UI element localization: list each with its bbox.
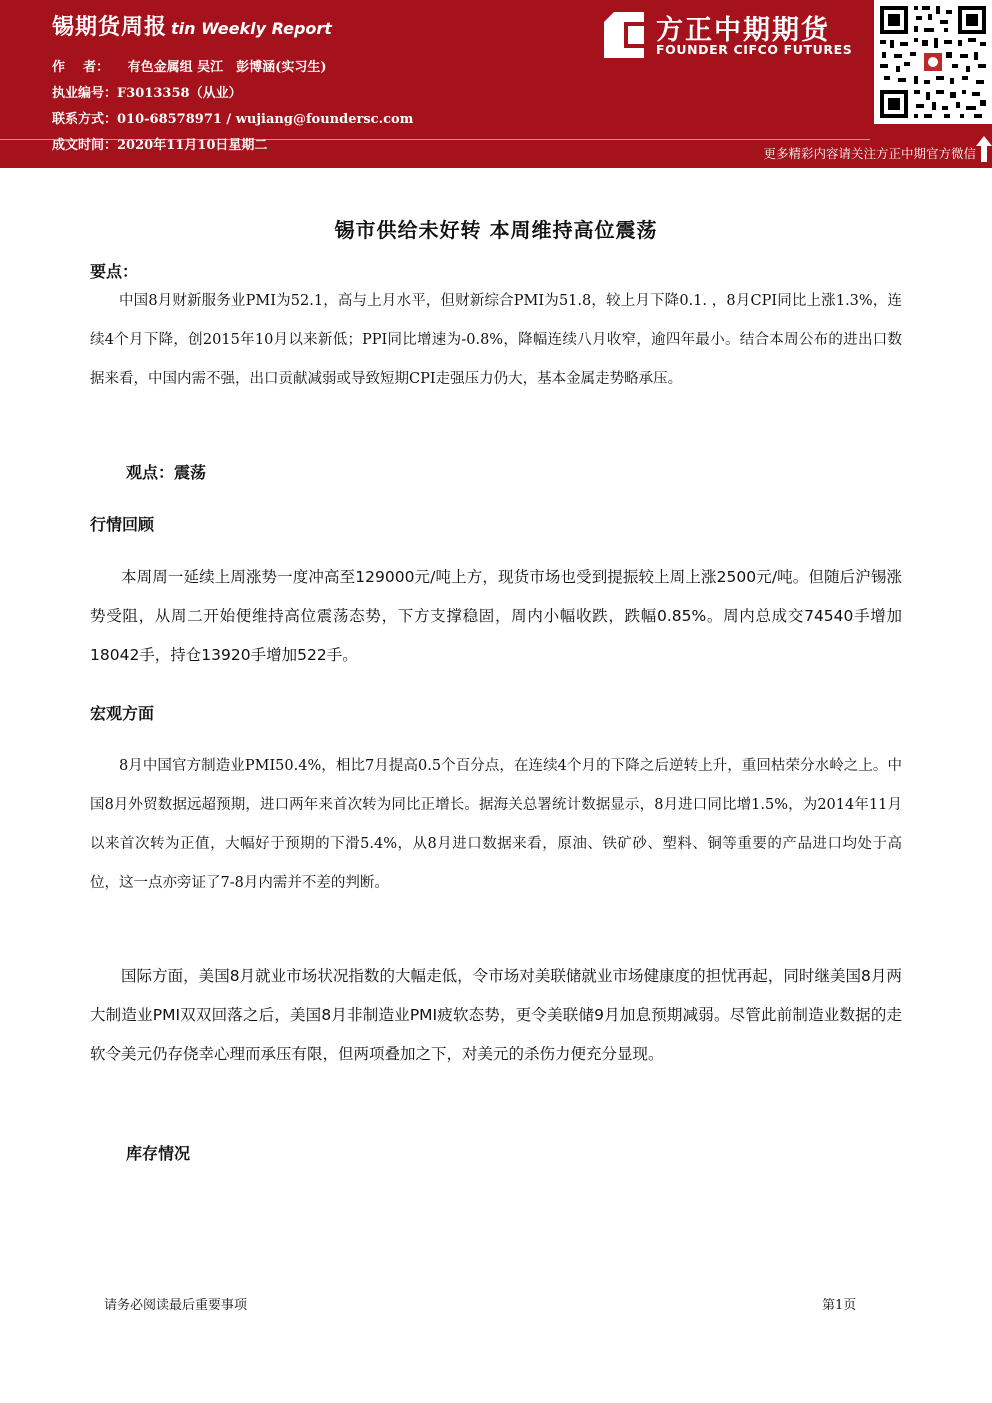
key-points-paragraph: 中国8月财新服务业PMI为52.1，高与上月水平，但财新综合PMI为51.8，较上月下降0.1. ，8月CPI同比上涨1.3%，连续4个月下降，创2015年10月以来新低；PPI同比增速为-0.8%，降幅连续八月收窄，逾四年最小。结合本周公布的进出口数据来看，中国内需不强，出口贡献减弱或导致短期CPI走强压力仍大，基本金属走势略承压。 <box>90 293 902 387</box>
license-value: F3013358（从业） <box>117 86 242 101</box>
license-label: 执业编号： <box>52 86 118 101</box>
author-label: 作 者： <box>52 60 110 75</box>
contact-label: 联系方式： <box>52 112 118 127</box>
report-title-en: tin Weekly Report <box>171 19 332 38</box>
up-arrow-icon <box>976 136 992 162</box>
qr-code-icon <box>874 0 992 124</box>
qr-code <box>874 0 992 124</box>
macro-paragraph-domestic: 8月中国官方制造业PMI50.4%，相比7月提高0.5个百分点，在连续4个月的下降之后逆转上升，重回枯荣分水岭之上。中国8月外贸数据远超预期，进口两年来首次转为同比正增长。据海关总署统计数据显示，8月进口同比增1.5%，为2014年11月以来首次转为正值，大幅好于预期的下滑5.4%，从8月进口数据来看，原油、铁矿砂、塑料、铜等重要的产品进口均处于高位，这一点亦旁证了7-8月内需并不差的判断。 <box>90 758 902 891</box>
follow-text: 更多精彩内容请关注方正中期官方微信 <box>763 146 976 161</box>
date-row <box>52 134 267 153</box>
report-title <box>52 10 332 41</box>
company-logo <box>604 8 874 64</box>
macro-paragraph-international: 国际方面，美国8月就业市场状况指数的大幅走低，令市场对美联储就业市场健康度的担忧再起，同时继美国8月两大制造业PMI双双回落之后，美国8月非制造业PMI疲软态势，更令美联储9月加息预期减弱。尽管此前制造业数据的走软令美元仍存侥幸心理而承压有限，但两项叠加之下，对美元的杀伤力便充分显现。 <box>90 967 902 1063</box>
inventory-heading: 库存情况 <box>126 1144 191 1163</box>
document-title: 锡市供给未好转 本周维持高位震荡 <box>334 218 658 242</box>
report-title-cn: 锡期货周报 <box>52 15 168 40</box>
date-value: 2020年11月10日星期二 <box>117 138 268 153</box>
logo-en: FOUNDER CIFCO FUTURES <box>656 42 853 57</box>
footer-notice: 请务必阅读最后重要事项 <box>104 1298 248 1313</box>
page-number: 第1页 <box>822 1298 857 1313</box>
view-heading: 观点：震荡 <box>126 463 207 482</box>
date-label: 成文时间： <box>52 138 118 153</box>
market-review-paragraph: 本周周一延续上周涨势一度冲高至129000元/吨上方，现货市场也受到提振较上周上涨2500元/吨。但随后沪锡涨势受阻，从周二开始便维持高位震荡态势，下方支撑稳固，周内小幅收跌，跌幅0.85%。周内总成交74540手增加18042手，持仓13920手增加522手。 <box>90 568 902 664</box>
author-row <box>52 56 326 75</box>
contact-row <box>52 108 413 127</box>
author-value: 有色金属组 吴江 彭博涵(实习生) <box>127 60 327 75</box>
key-points-heading: 要点： <box>90 262 139 281</box>
logo-mark-icon <box>604 12 644 58</box>
contact-value: 010-68578971 / wujiang@foundersc.com <box>117 112 414 127</box>
macro-heading: 宏观方面 <box>90 704 155 723</box>
market-review-heading: 行情回顾 <box>90 515 155 534</box>
logo-cn: 方正中期期货 <box>656 15 830 46</box>
license-row <box>52 82 242 101</box>
